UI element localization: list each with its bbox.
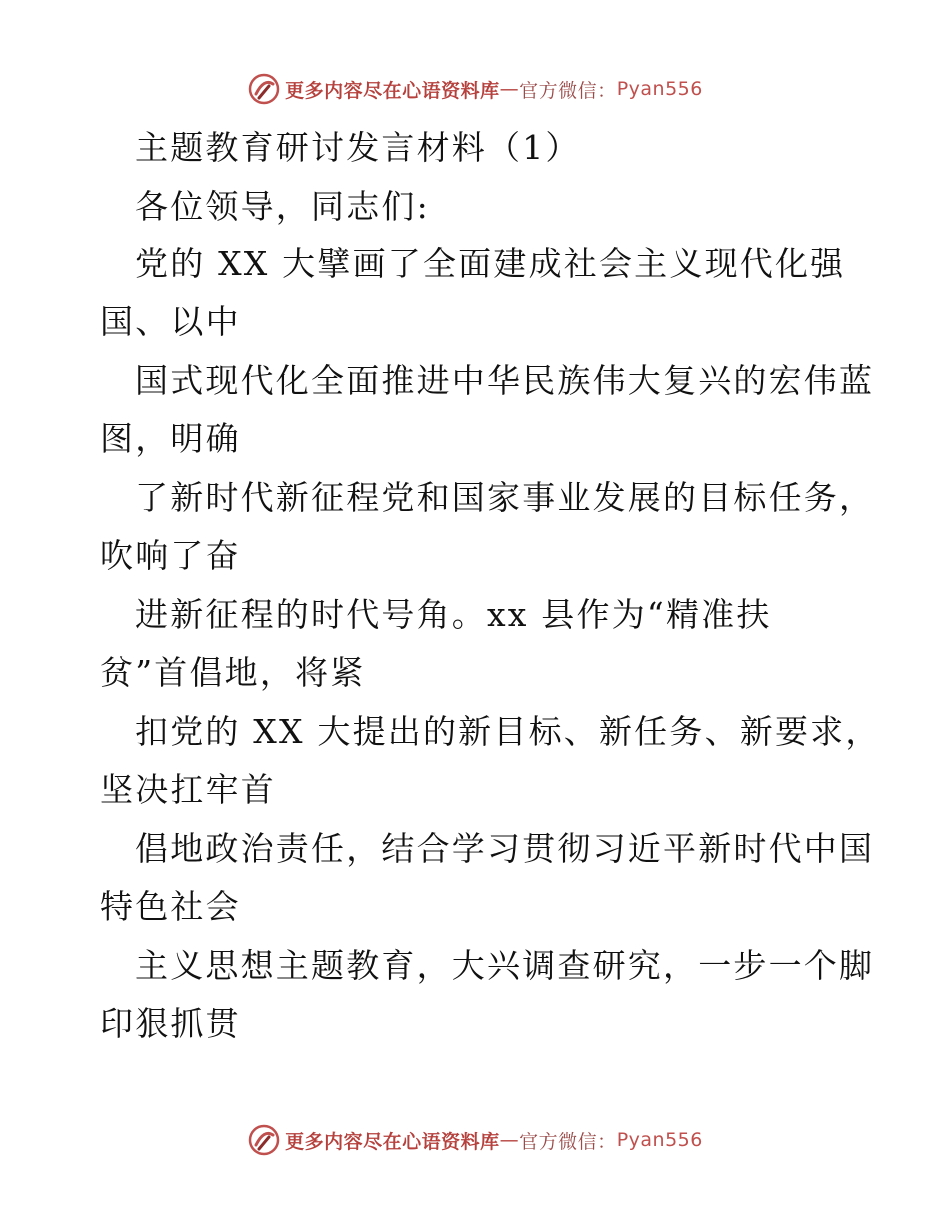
watermark-title: 更多内容尽在心语资料库	[285, 1130, 500, 1153]
doc-line: 图，明确	[100, 419, 241, 458]
doc-line: 吹响了奋	[100, 536, 241, 575]
watermark-dash: —	[499, 78, 520, 100]
doc-line: 倡地政治责任，结合学习贯彻习近平新时代中国	[135, 829, 875, 868]
doc-line: 党的 XX 大擘画了全面建成社会主义现代化强	[135, 244, 846, 283]
footer-watermark	[0, 1123, 950, 1157]
doc-salutation: 各位领导，同志们:	[135, 187, 430, 226]
watermark-wechat-label: 官方微信：	[519, 1130, 617, 1153]
brand-logo-icon	[247, 72, 281, 106]
doc-line: 了新时代新征程党和国家事业发展的目标任务，	[135, 478, 875, 517]
doc-line: 国式现代化全面推进中华民族伟大复兴的宏伟蓝	[135, 361, 875, 400]
doc-line: 主义思想主题教育，大兴调查研究，一步一个脚	[135, 946, 875, 985]
doc-line: 特色社会	[100, 887, 241, 926]
doc-line: 国、以中	[100, 302, 241, 341]
watermark-wechat-id: Pyan556	[616, 1129, 703, 1151]
watermark-wechat-label: 官方微信：	[519, 79, 617, 102]
doc-title: 主题教育研讨发言材料（1）	[135, 128, 581, 167]
doc-line: 印狠抓贯	[100, 1004, 241, 1043]
doc-line: 进新征程的时代号角。xx 县作为“精准扶	[135, 595, 772, 634]
header-watermark	[0, 72, 950, 106]
doc-line: 扣党的 XX 大提出的新目标、新任务、新要求，	[135, 712, 881, 751]
watermark-dash: —	[499, 1129, 520, 1151]
watermark-wechat-id: Pyan556	[616, 78, 703, 100]
watermark-title: 更多内容尽在心语资料库	[285, 79, 500, 102]
doc-line: 坚决扛牢首	[100, 770, 276, 809]
doc-line: 贫”首倡地，将紧	[100, 653, 366, 692]
brand-logo-icon	[247, 1123, 281, 1157]
